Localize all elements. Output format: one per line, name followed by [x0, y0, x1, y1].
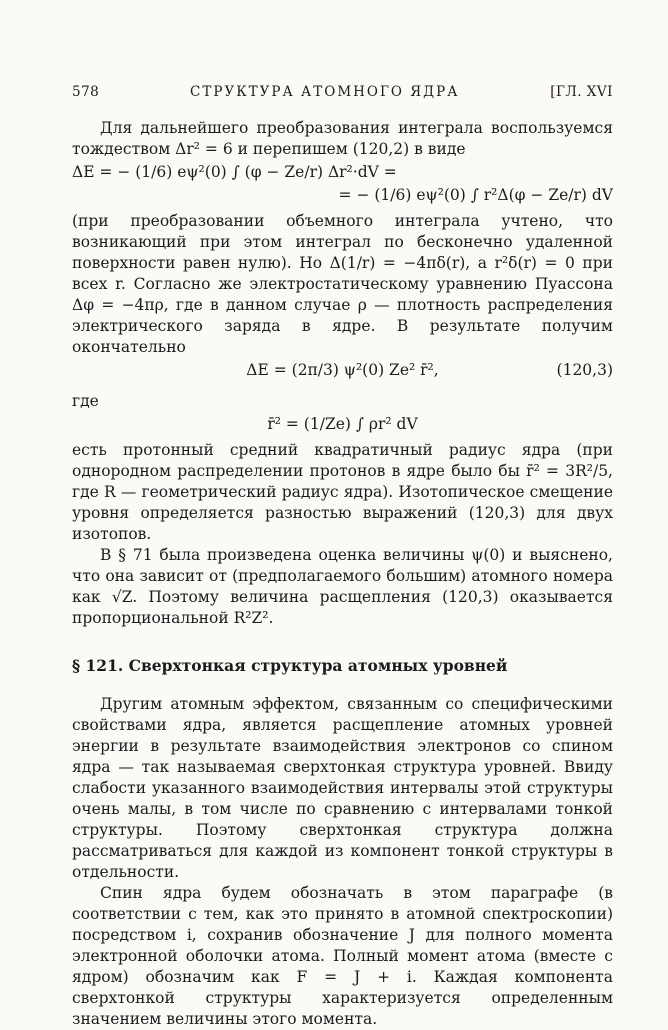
paragraph-estimate: В § 71 была произведена оценка величины ψ(0) и выяснено, что она зависит от (предполагаемого большим) атомного номера как √Z. Поэтому величина расщепления (120,3) оказывается пропорциональной R²Z².: [72, 546, 613, 627]
chapter-label: [ГЛ. XVI: [550, 84, 613, 100]
paragraph-nuclear-spin: Спин ядра будем обозначать в этом параграфе (в соответствии с тем, как это принято в атомной спектроскопии) посредством i, сохранив обозначение J для полного момента электронной оболочки атома. Полный момент атома (вместе с ядром) обозначим как F = J + i. Каждая компонента сверхтонкой структуры характеризуется определенным значением величины этого момента.: [72, 884, 613, 1028]
equation-120-3: [72, 360, 613, 381]
section-heading: § 121. Сверхтонкая структура атомных уровней: [72, 656, 508, 675]
where-label: где: [72, 392, 99, 410]
paragraph-intro: Для дальнейшего преобразования интеграла воспользуемся тождеством Δr² = 6 и перепишем (120,2) в виде: [72, 119, 613, 158]
paragraph-radius: есть протонный средний квадратичный радиус ядра (при однородном распределении протонов в ядре было бы r̄² = 3R²/5, где R — геометрический радиус ядра). Изотопическое смещение уровня определяется разностью выражений (120,3) для двух изотопов.: [72, 441, 613, 543]
equation-mean-radius: r̄² = (1/Ze) ∫ ρr² dV: [267, 415, 418, 433]
paragraph-hyperfine: Другим атомным эффектом, связанным со специфическими свойствами ядра, является расщепление атомных уровней энергии в результате взаимодействия электронов со спином ядра — так называемая сверхтонкая структура уровней. Ввиду слабости указанного взаимодействия интервалы этой структуры очень малы, в том числе по сравнению с интервалами тонкой структуры. Поэтому сверхтонкая структура должна рассматриваться для каждой из компонент тонкой структуры в отдельности.: [72, 695, 613, 881]
running-header: [72, 84, 613, 100]
equation-1-line-2: = − (1/6) eψ²(0) ∫ r²Δ(φ − Ze/r) dV: [338, 186, 613, 204]
running-title: СТРУКТУРА АТОМНОГО ЯДРА: [190, 84, 460, 100]
equation-number: (120,3): [556, 361, 613, 379]
page-body: [72, 118, 613, 1030]
paragraph-poisson: (при преобразовании объемного интеграла учтено, что возникающий при этом интеграл по бесконечно удаленной поверхности равен нулю). Но Δ(1/r) = −4πδ(r), а r²δ(r) = 0 при всех r. Согласно же электростатическому уравнению Пуассона Δφ = −4πρ, где в данном случае ρ — плотность распределения электрического заряда в ядре. В результате получим окончательно: [72, 212, 613, 356]
page-number: 578: [72, 84, 100, 100]
equation-1-line-1: ΔE = − (1/6) eψ²(0) ∫ (φ − Ze/r) Δr²·dV =: [72, 163, 397, 181]
equation-120-3-body: ΔE = (2π/3) ψ²(0) Ze² r̄²,: [246, 361, 439, 379]
